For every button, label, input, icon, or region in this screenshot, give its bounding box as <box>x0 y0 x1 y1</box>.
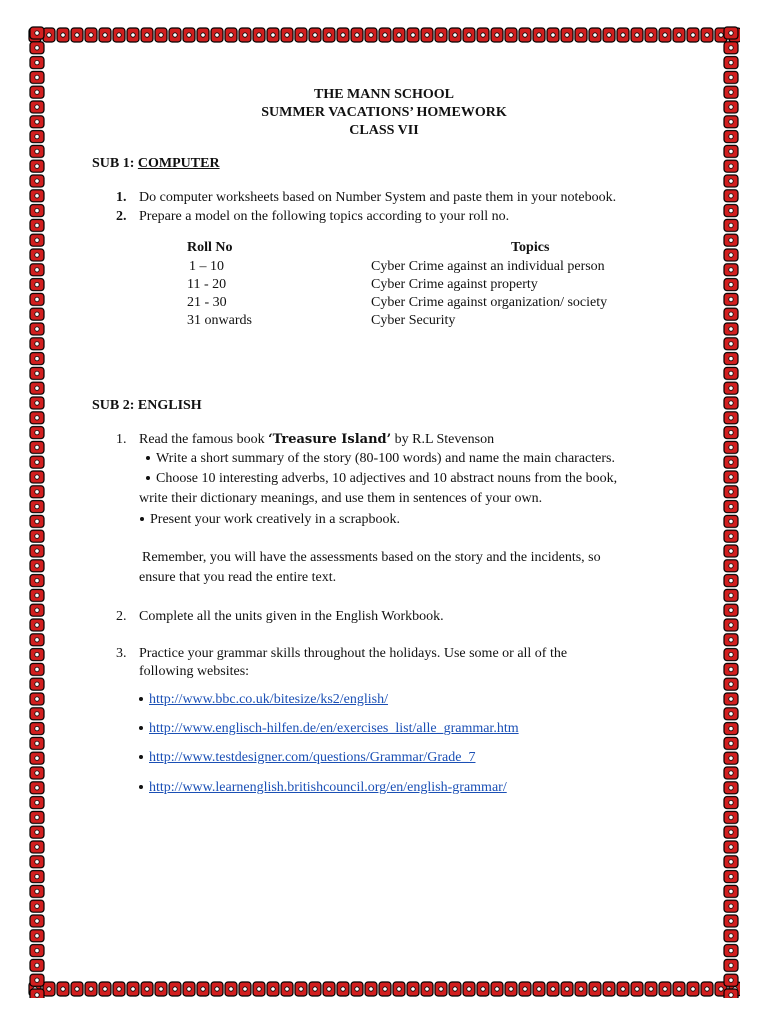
remember-line-2: ensure that you read the entire text. <box>139 570 337 585</box>
sub1-heading <box>92 155 220 173</box>
sub1-item-1-num: 1. <box>116 190 127 205</box>
table-row-1-topic: Cyber Crime against an individual person <box>371 259 605 274</box>
class-label: CLASS VII <box>349 123 419 138</box>
link-item-testdesigner <box>139 749 475 767</box>
sub1-item-2-num: 2. <box>116 209 127 224</box>
sub2-item-3-line-1: Practice your grammar skills throughout the holidays. Use some or all of the <box>139 646 568 661</box>
flower-border-right <box>722 26 740 998</box>
sub2-item-2-text: Complete all the units given in the English Workbook. <box>139 609 444 624</box>
remember-line-1: Remember, you will have the assessments based on the story and the incidents, so <box>142 550 601 565</box>
bullet-scrapbook-text: Present your work creatively in a scrapbook. <box>150 512 400 527</box>
flower-border-left <box>28 26 46 998</box>
sub2-item-3-num: 3. <box>116 646 127 661</box>
bullet-vocabulary-text: Choose 10 interesting adverbs, 10 adjectives and 10 abstract nouns from the book, <box>156 471 618 486</box>
sub1-item-1-text: Do computer worksheets based on Number System and paste them in your notebook. <box>139 190 617 205</box>
bullet-scrapbook <box>140 511 400 529</box>
table-header-roll: Roll No <box>187 240 233 255</box>
bullet-dot-icon <box>139 697 143 701</box>
table-row-4-roll: 31 onwards <box>187 313 252 328</box>
flower-border-top-pattern <box>28 26 740 44</box>
school-name: THE MANN SCHOOL <box>313 87 454 102</box>
table-row-1-roll: 1 – 10 <box>189 259 224 274</box>
flower-border-bottom-pattern <box>28 980 740 998</box>
flower-border-top <box>28 26 740 44</box>
sub2-item-2-num: 2. <box>116 609 127 624</box>
book-title: ‘Treasure Island’ <box>268 432 392 447</box>
link-item-bbc <box>139 691 388 709</box>
table-header-topics: Topics <box>511 240 550 255</box>
table-row-2-roll: 11 - 20 <box>187 277 227 292</box>
sub1-prefix: SUB 1: <box>92 156 138 171</box>
sub2-item-1-pre: Read the famous book <box>139 432 269 447</box>
bullet-summary <box>146 450 615 468</box>
table-row-4-topic: Cyber Security <box>371 313 456 328</box>
sub2-item-1-text <box>139 431 494 449</box>
sub2-item-1-post: by R.L Stevenson <box>391 432 495 447</box>
sub1-item-2-text: Prepare a model on the following topics according to your roll no. <box>139 209 510 224</box>
link-testdesigner[interactable]: http://www.testdesigner.com/questions/Grammar/Grade_7 <box>149 750 476 765</box>
bullet-dot-icon <box>139 726 143 730</box>
table-row-3-topic: Cyber Crime against organization/ society <box>371 295 608 310</box>
flower-border-bottom <box>28 980 740 998</box>
sub2-heading: SUB 2: ENGLISH <box>92 398 202 413</box>
bullet-dot-icon <box>146 476 150 480</box>
table-row-3-roll: 21 - 30 <box>187 295 227 310</box>
bullet-vocabulary <box>146 470 617 488</box>
link-englisch-hilfen[interactable]: http://www.englisch-hilfen.de/en/exercises_list/alle_grammar.htm <box>149 721 519 736</box>
bullet-vocabulary-continued: write their dictionary meanings, and use them in sentences of your own. <box>139 491 543 506</box>
link-bbc[interactable]: http://www.bbc.co.uk/bitesize/ks2/english/ <box>149 692 389 707</box>
bullet-dot-icon <box>139 785 143 789</box>
sub1-subject: COMPUTER <box>137 156 220 171</box>
sub2-item-3-line-2: following websites: <box>139 664 250 679</box>
bullet-dot-icon <box>139 755 143 759</box>
link-item-englisch-hilfen <box>139 720 519 738</box>
link-britishcouncil[interactable]: http://www.learnenglish.britishcouncil.org/en/english-grammar/ <box>149 780 507 795</box>
flower-border-left-pattern <box>28 26 46 998</box>
table-row-2-topic: Cyber Crime against property <box>371 277 538 292</box>
bullet-dot-icon <box>140 517 144 521</box>
sub2-item-1-num: 1. <box>116 432 127 447</box>
link-item-britishcouncil <box>139 779 507 797</box>
document-title: SUMMER VACATIONS’ HOMEWORK <box>261 105 507 120</box>
bullet-dot-icon <box>146 456 150 460</box>
bullet-summary-text: Write a short summary of the story (80-100 words) and name the main characters. <box>156 451 615 466</box>
flower-border-right-pattern <box>722 26 740 998</box>
